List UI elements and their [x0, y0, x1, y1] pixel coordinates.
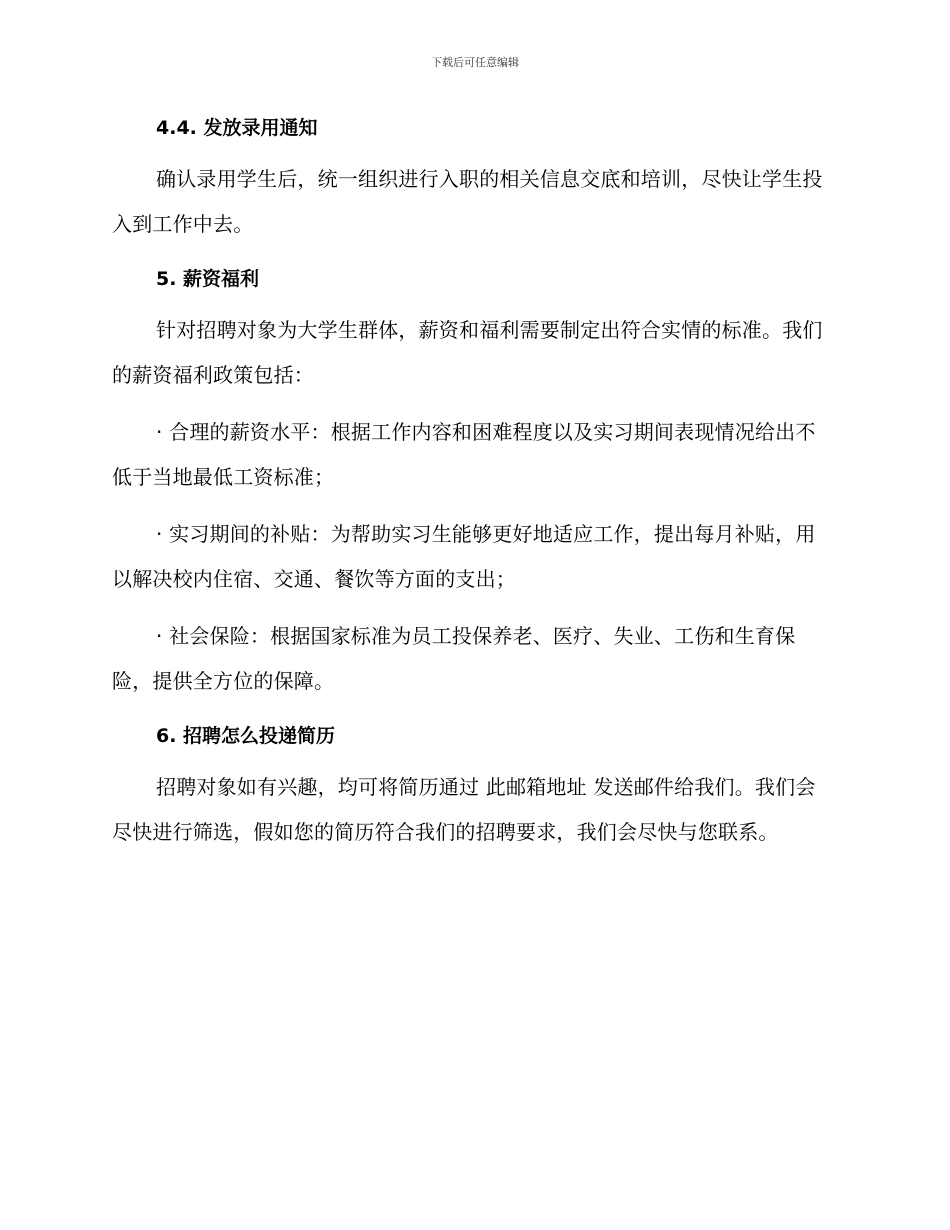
paragraph: 确认录用学生后，统一组织进行入职的相关信息交底和培训，尽快让学生投入到工作中去。	[112, 167, 823, 236]
document-body	[112, 110, 832, 855]
section-offer-notice	[112, 110, 832, 247]
page-header-note: 下载后可任意编辑	[431, 56, 519, 69]
section-heading: 4.4. 发放录用通知	[156, 117, 318, 139]
paragraph: 招聘对象如有兴趣，均可将简历通过 此邮箱地址 发送邮件给我们。我们会尽快进行筛选，假如您的简历符合我们的招聘要求，我们会尽快与您联系。	[112, 775, 816, 844]
section-heading: 6. 招聘怎么投递简历	[156, 725, 336, 747]
bullet-item: · 实习期间的补贴：为帮助实习生能够更好地适应工作，提出每月补贴，用以解决校内住宿、交通、餐饮等方面的支出；	[112, 522, 816, 591]
section-resume-submission	[112, 718, 832, 855]
bullet-item: · 社会保险：根据国家标准为员工投保养老、医疗、失业、工伤和生育保险，提供全方位的保障。	[112, 624, 796, 693]
section-heading: 5. 薪资福利	[156, 268, 260, 290]
bullet-item: · 合理的薪资水平：根据工作内容和困难程度以及实习期间表现情况给出不低于当地最低工资标准；	[112, 420, 816, 489]
section-salary-benefits	[112, 261, 832, 704]
paragraph: 针对招聘对象为大学生群体，薪资和福利需要制定出符合实情的标准。我们的薪资福利政策包括：	[112, 318, 823, 387]
